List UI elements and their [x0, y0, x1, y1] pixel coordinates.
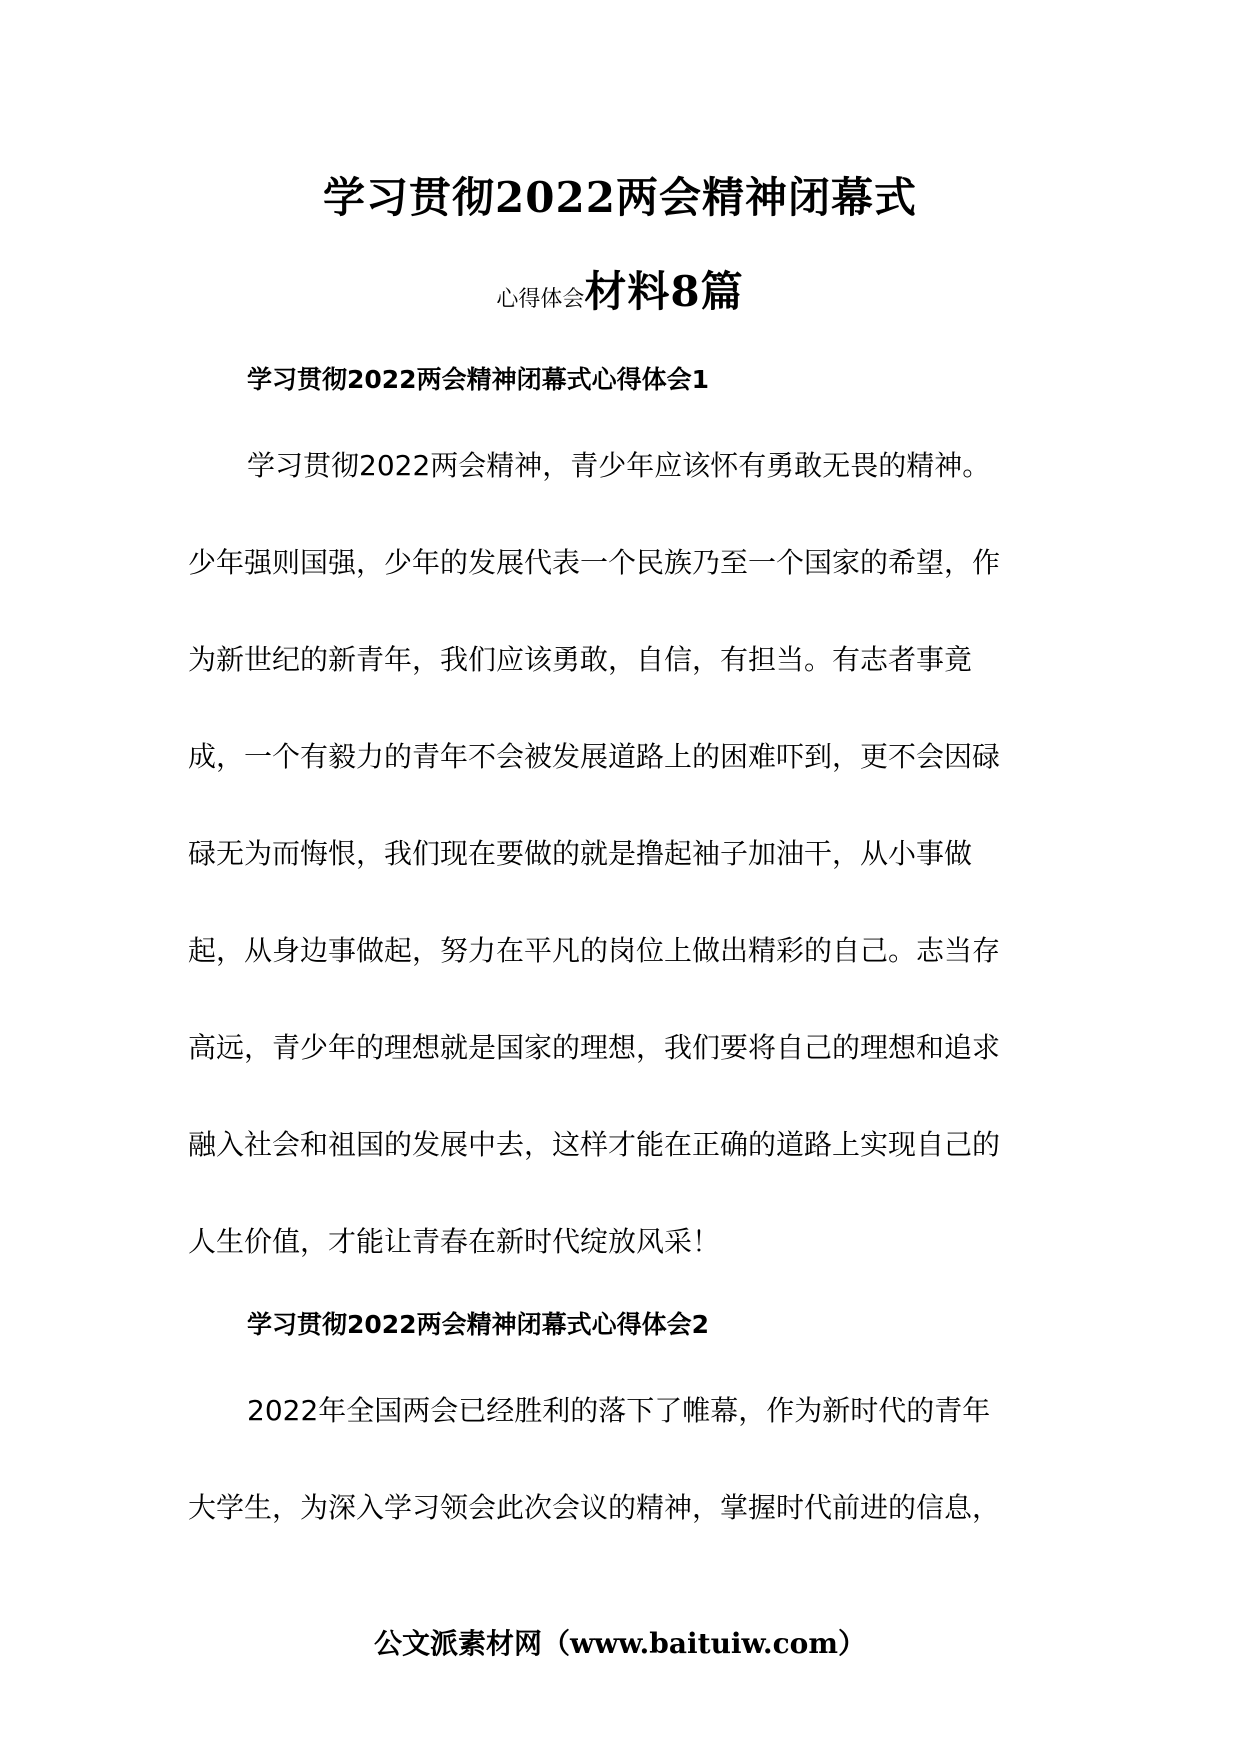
paragraph-line: 2022年全国两会已经胜利的落下了帷幕，作为新时代的青年: [247, 1394, 991, 1427]
paragraph-line: 成，一个有毅力的青年不会被发展道路上的困难吓到，更不会因碌: [188, 740, 1001, 773]
section-heading: 学习贯彻2022两会精神闭幕式心得体会1: [247, 365, 709, 394]
footer-source: 公文派素材网（www.baituiw.com）: [374, 1627, 866, 1660]
paragraph-line: 起，从身边事做起，努力在平凡的岗位上做出精彩的自己。志当存: [188, 934, 1001, 967]
paragraph-line: 融入社会和祖国的发展中去，这样才能在正确的道路上实现自己的: [188, 1128, 1001, 1161]
paragraph-line: 高远，青少年的理想就是国家的理想，我们要将自己的理想和追求: [188, 1031, 1001, 1064]
document-title-line2: [0, 262, 1240, 331]
paragraph-line: 碌无为而悔恨，我们现在要做的就是撸起袖子加油干，从小事做: [188, 837, 973, 870]
paragraph-line: 少年强则国强，少年的发展代表一个民族乃至一个国家的希望，作: [188, 546, 1001, 579]
document-title-suffix: 材料8篇: [584, 267, 744, 316]
paragraph-line: 学习贯彻2022两会精神，青少年应该怀有勇敢无畏的精神。: [247, 449, 991, 482]
paragraph-line: 为新世纪的新青年，我们应该勇敢，自信，有担当。有志者事竟: [188, 643, 973, 676]
paragraph-line: 大学生，为深入学习领会此次会议的精神，掌握时代前进的信息，: [188, 1491, 1001, 1524]
document-title-line1: 学习贯彻2022两会精神闭幕式: [323, 173, 917, 222]
paragraph-line: 人生价值，才能让青春在新时代绽放风采！: [188, 1225, 721, 1258]
document-title-prefix: 心得体会: [496, 287, 585, 312]
section-heading: 学习贯彻2022两会精神闭幕式心得体会2: [247, 1310, 709, 1339]
